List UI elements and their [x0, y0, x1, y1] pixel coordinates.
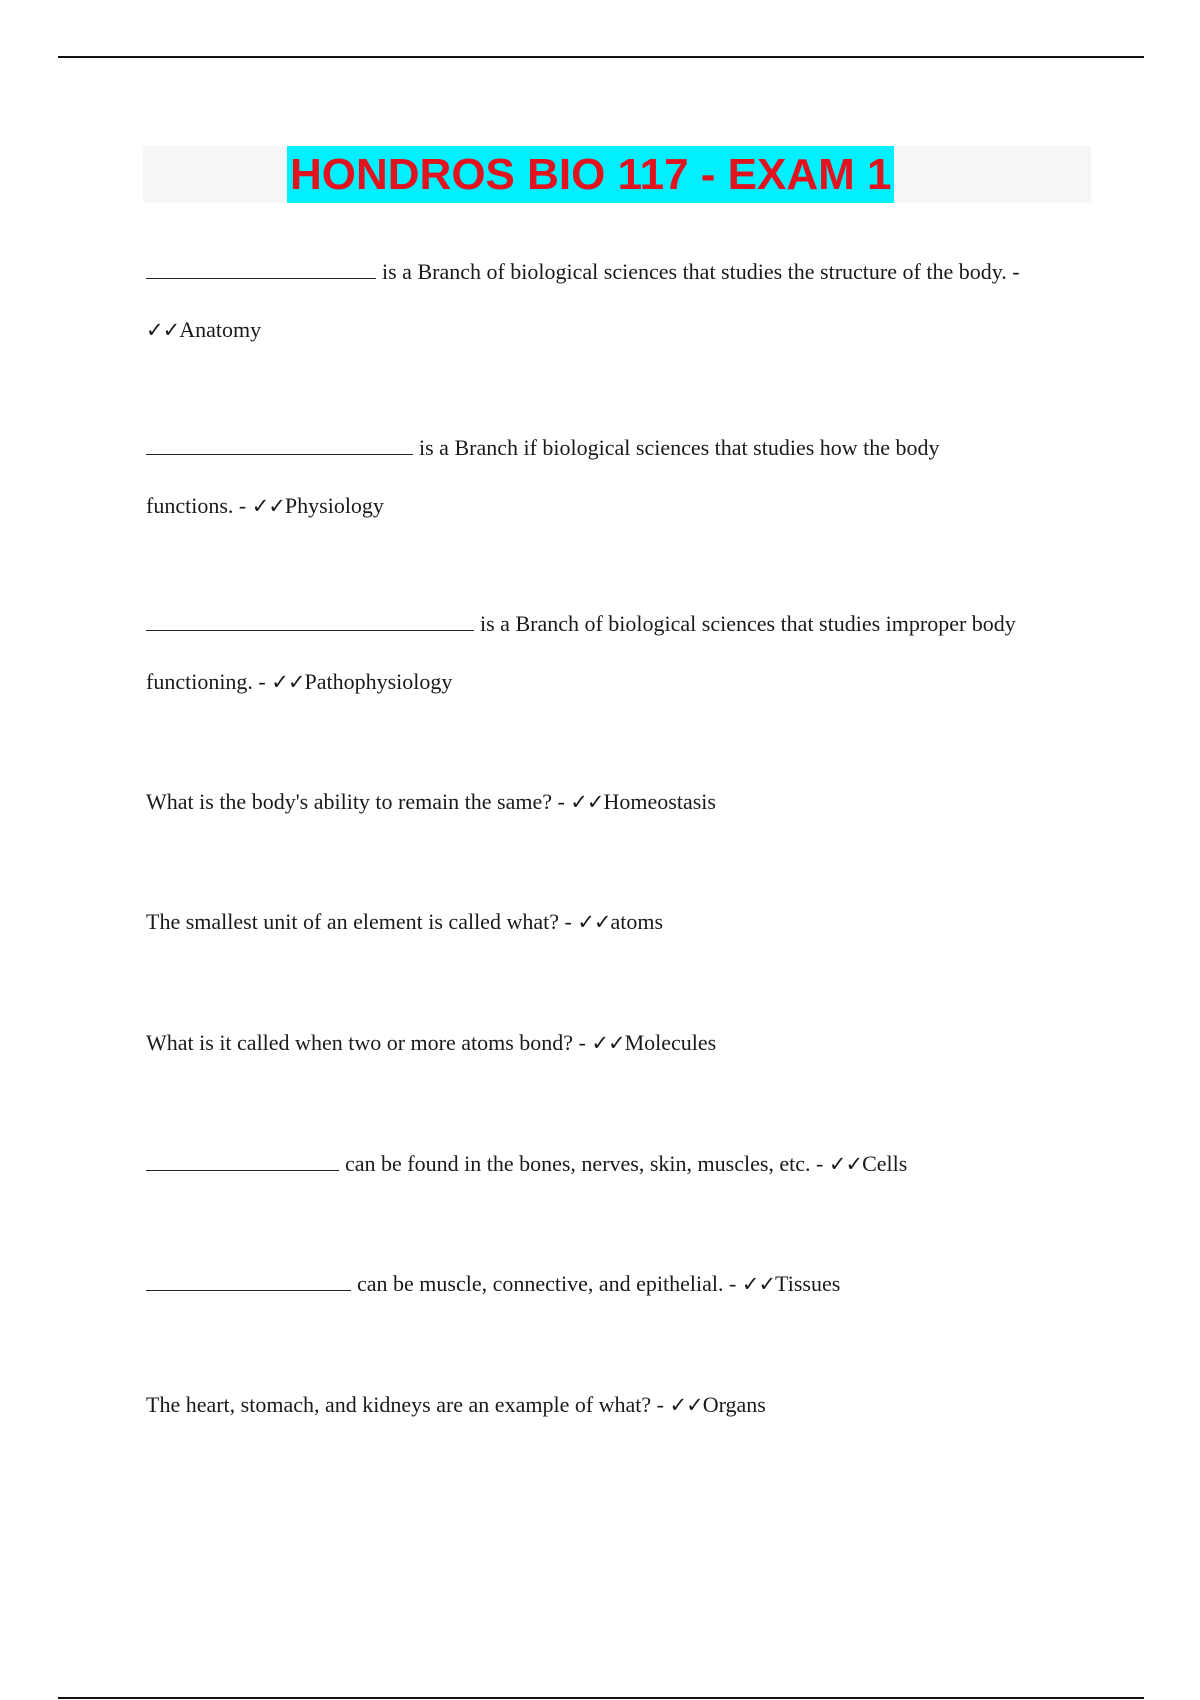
question-prompt: can be muscle, connective, and epithelial. - — [357, 1271, 737, 1296]
question-answer: atoms — [610, 909, 664, 934]
page-title: HONDROS BIO 117 - EXAM 1 — [287, 146, 894, 203]
question-item-5 — [146, 893, 1096, 951]
question-item-4 — [146, 773, 1096, 831]
question-prompt: is a Branch if biological sciences that studies how the body functions. - — [146, 435, 940, 518]
footer-rule — [58, 1697, 1144, 1699]
question-prompt: What is it called when two or more atoms bond? - — [146, 1030, 586, 1055]
question-prompt: The heart, stomach, and kidneys are an example of what? - — [146, 1392, 665, 1417]
question-item-8 — [146, 1255, 1096, 1313]
question-answer: Homeostasis — [603, 789, 716, 814]
question-answer: Tissues — [775, 1271, 841, 1296]
question-item-6 — [146, 1014, 1096, 1072]
question-answer: Pathophysiology — [304, 669, 453, 694]
checkmark-icon: ✓✓ — [577, 910, 611, 934]
question-item-3 — [146, 595, 1081, 711]
checkmark-icon: ✓✓ — [570, 790, 604, 814]
question-prompt: is a Branch of biological sciences that studies the structure of the body. - — [382, 259, 1020, 284]
question-item-2 — [146, 419, 1006, 535]
checkmark-icon: ✓✓ — [828, 1152, 863, 1176]
question-answer: Anatomy — [179, 317, 262, 342]
question-prompt: is a Branch of biological sciences that studies improper body functioning. - — [146, 611, 1016, 694]
answer-blank — [146, 610, 474, 631]
checkmark-icon: ✓✓ — [146, 318, 180, 342]
answer-blank — [146, 258, 376, 279]
answer-blank — [146, 1270, 351, 1291]
question-prompt: The smallest unit of an element is called what? - — [146, 909, 572, 934]
question-answer: Cells — [862, 1151, 908, 1176]
question-answer: Physiology — [284, 493, 384, 518]
checkmark-icon: ✓✓ — [251, 494, 285, 518]
checkmark-icon: ✓✓ — [741, 1272, 776, 1296]
question-item-1 — [146, 243, 1096, 359]
answer-blank — [146, 434, 413, 455]
answer-blank — [146, 1150, 339, 1171]
checkmark-icon: ✓✓ — [271, 670, 305, 694]
question-item-7 — [146, 1135, 1096, 1193]
checkmark-icon: ✓✓ — [669, 1393, 703, 1417]
question-prompt: can be found in the bones, nerves, skin, muscles, etc. - — [345, 1151, 824, 1176]
checkmark-icon: ✓✓ — [591, 1031, 625, 1055]
header-rule — [58, 56, 1144, 58]
question-answer: Organs — [702, 1392, 766, 1417]
question-item-9 — [146, 1376, 1096, 1434]
question-prompt: What is the body's ability to remain the same? - — [146, 789, 565, 814]
question-answer: Molecules — [624, 1030, 717, 1055]
